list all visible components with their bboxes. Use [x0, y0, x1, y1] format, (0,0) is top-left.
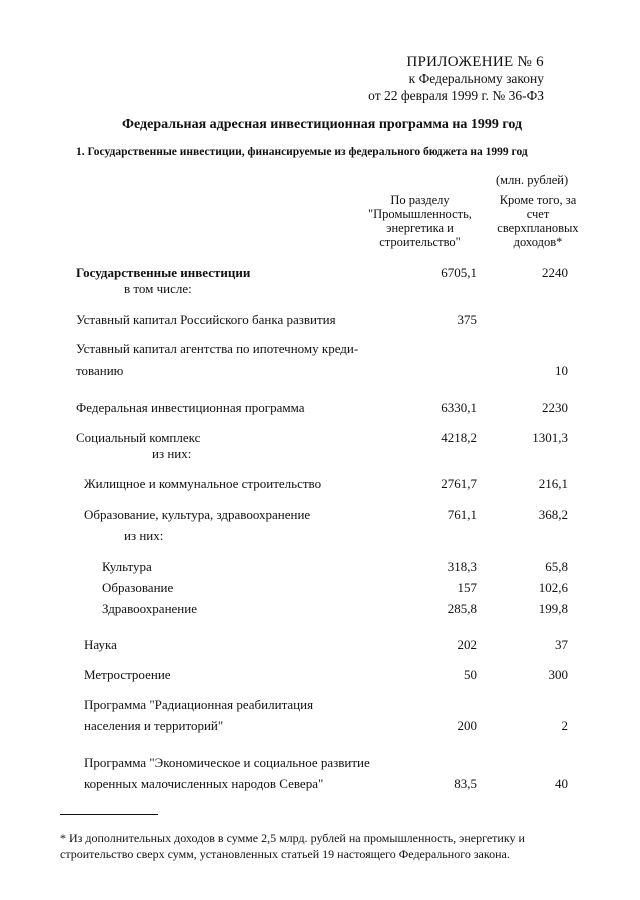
row-value-extra: 368,2	[538, 507, 568, 522]
column-header-section: По разделу "Промышленность, энергетика и строительство"	[368, 193, 472, 249]
row-value-section: 318,3	[447, 559, 477, 574]
row-value-extra: 199,8	[538, 601, 568, 616]
row-value-extra: 37	[555, 637, 568, 652]
row-value-section: 6705,1	[441, 265, 477, 280]
row-label: населения и территорий"	[84, 718, 224, 733]
row-value-section: 285,8	[447, 601, 477, 616]
appendix-title: ПРИЛОЖЕНИЕ № 6	[406, 54, 544, 70]
row-value-extra: 2	[561, 718, 568, 733]
row-value-extra: 2240	[542, 265, 568, 280]
appendix-law-ref: к Федеральному закону	[408, 71, 544, 86]
page-title: Федеральная адресная инвестиционная программа на 1999 год	[122, 117, 523, 132]
row-value-extra: 10	[555, 363, 568, 378]
row-label: Культура	[102, 559, 152, 574]
row-label: Уставный капитал агентства по ипотечному креди-	[76, 341, 359, 356]
units-label: (млн. рублей)	[496, 173, 569, 187]
row-value-section: 157	[457, 580, 477, 595]
row-value-section: 761,1	[447, 507, 477, 522]
row-label: Образование	[102, 580, 174, 595]
row-label: Программа "Радиационная реабилитация	[84, 697, 314, 712]
row-value-section: 50	[464, 667, 477, 682]
row-value-extra: 65,8	[545, 559, 568, 574]
row-label: Метростроение	[84, 667, 171, 682]
row-label: Федеральная инвестиционная программа	[76, 400, 305, 415]
row-label: Государственные инвестиции	[76, 265, 251, 280]
footnote-divider	[60, 814, 158, 815]
row-label: тованию	[76, 363, 124, 378]
row-label: из них:	[124, 528, 164, 543]
row-value-section: 4218,2	[441, 430, 477, 445]
row-label: в том числе:	[124, 281, 192, 296]
row-label: Уставный капитал Российского банка развития	[76, 312, 336, 327]
row-label: Социальный комплекс	[76, 430, 201, 445]
footnote: * Из дополнительных доходов в сумме 2,5 млрд. рублей на промышленность, энергетику и строительство сверх сумм, установленных статьей 19 настоящего Федерального закона.	[60, 831, 525, 861]
row-label: Наука	[84, 637, 117, 652]
row-label: Образование, культура, здравоохранение	[84, 507, 311, 522]
row-label: из них:	[152, 446, 192, 461]
row-value-extra: 300	[548, 667, 568, 682]
row-value-section: 375	[457, 312, 477, 327]
row-value-extra: 40	[555, 776, 568, 791]
row-value-extra: 102,6	[538, 580, 568, 595]
row-label: коренных малочисленных народов Севера"	[84, 776, 324, 791]
row-value-extra: 2230	[542, 400, 568, 415]
row-label: Жилищное и коммунальное строительство	[84, 476, 322, 491]
appendix-law-date: от 22 февраля 1999 г. № 36-ФЗ	[368, 88, 544, 103]
row-value-section: 202	[457, 637, 477, 652]
row-value-section: 200	[457, 718, 477, 733]
row-value-section: 6330,1	[441, 400, 477, 415]
section-title: 1. Государственные инвестиции, финансируемые из федерального бюджета на 1999 год	[76, 146, 528, 158]
column-header-extra: Кроме того, за счет сверхплановых доходов*	[497, 193, 579, 249]
row-value-extra: 1301,3	[532, 430, 568, 445]
row-value-section: 2761,7	[441, 476, 477, 491]
row-label: Программа "Экономическое и социальное развитие	[84, 755, 370, 770]
row-label: Здравоохранение	[102, 601, 197, 616]
row-value-section: 83,5	[454, 776, 477, 791]
row-value-extra: 216,1	[538, 476, 568, 491]
